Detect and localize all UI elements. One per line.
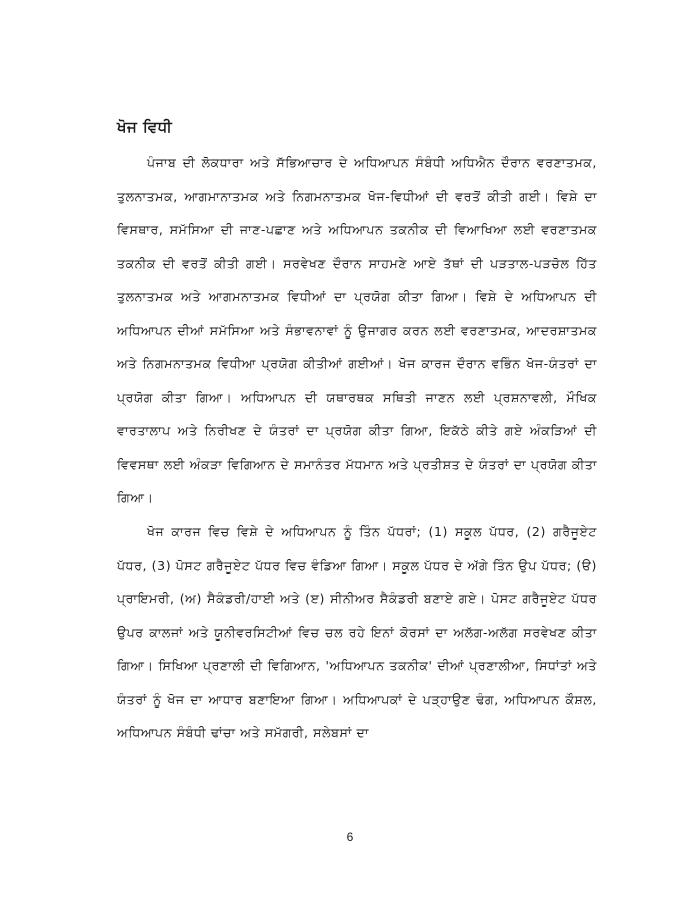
paragraph-research-levels: ਖੋਜ ਕਾਰਜ ਵਿਚ ਵਿਸ਼ੇ ਦੇ ਅਧਿਆਪਨ ਨੂੰ ਤਿੰਨ ਪੱਧਰਾਂ; (1) ਸਕੂਲ ਪੱਧਰ, (2) ਗਰੈਜੂਏਟ ਪੱਧਰ, (3) ਪੋਸਟ ਗਰੈਜੂਏਟ ਪੱਧਰ ਵਿਚ ਵੰਡਿਆ ਗਿਆ। ਸਕੂਲ ਪੱਧਰ ਦੇ ਅੱਗੇ ਤਿੰਨ ਉਪ ਪੱਧਰ; (ੳ) ਪ੍ਰਾਇਮਰੀ, (ਅ) ਸੈਕੰਡਰੀ/ਹਾਈ ਅਤੇ (ੲ) ਸੀਨੀਅਰ ਸੈਕੰਡਰੀ ਬਣਾਏ ਗਏ। ਪੋਸਟ ਗਰੈਜੂਏਟ ਪੱਧਰ ਉਪਰ ਕਾਲਜਾਂ ਅਤੇ ਯੂਨੀਵਰਸਿਟੀਆਂ ਵਿਚ ਚਲ ਰਹੇ ਇਨਾਂ ਕੋਰਸਾਂ ਦਾ ਅਲੱਗ-ਅਲੱਗ ਸਰਵੇਖਣ ਕੀਤਾ ਗਿਆ। ਸਿਖਿਆ ਪ੍ਰਣਾਲੀ ਦੀ ਵਿਗਿਆਨ, 'ਅਧਿਆਪਨ ਤਕਨੀਕ' ਦੀਆਂ ਪ੍ਰਣਾਲੀਆ, ਸਿਧਾਂਤਾਂ ਅਤੇ ਯੰਤਰਾਂ ਨੂੰ ਖੋਜ ਦਾ ਆਧਾਰ ਬਣਾਇਆ ਗਿਆ। ਅਧਿਆਪਕਾਂ ਦੇ ਪੜ੍ਹਾਉਣ ਢੰਗ, ਅਧਿਆਪਨ ਕੌਸ਼ਲ, ਅਧਿਆਪਨ ਸੰਬੰਧੀ ਢਾਂਚਾ ਅਤੇ ਸਮੱਗਰੀ, ਸਲੇਬਸਾਂ ਦਾ (117, 524, 597, 740)
page-number: 6 (346, 830, 354, 844)
section-heading: ਖੋਜ ਵਿਧੀ (117, 118, 173, 136)
paragraph-research-methods: ਪੰਜਾਬ ਦੀ ਲੋਕਧਾਰਾ ਅਤੇ ਸੱਭਿਆਚਾਰ ਦੇ ਅਧਿਆਪਨ ਸੰਬੰਧੀ ਅਧਿਐਨ ਦੌਰਾਨ ਵਰਣਾਤਮਕ, ਤੁਲਨਾਤਮਕ, ਆਗਮਾਨਾਤਮਕ ਅਤੇ ਨਿਗਮਨਾਤਮਕ ਖੋਜ-ਵਿਧੀਆਂ ਦੀ ਵਰਤੋਂ ਕੀਤੀ ਗਈ। ਵਿਸ਼ੇ ਦਾ ਵਿਸਥਾਰ, ਸਮੱਸਿਆ ਦੀ ਜਾਣ-ਪਛਾਣ ਅਤੇ ਅਧਿਆਪਨ ਤਕਨੀਕ ਦੀ ਵਿਆਖਿਆ ਲਈ ਵਰਣਾਤਮਕ ਤਕਨੀਕ ਦੀ ਵਰਤੋਂ ਕੀਤੀ ਗਈ। ਸਰਵੇਖਣ ਦੌਰਾਨ ਸਾਹਮਣੇ ਆਏ ਤੱਥਾਂ ਦੀ ਪੜਤਾਲ-ਪੜਚੋਲ ਹਿੱਤ ਤੁਲਨਾਤਮਕ ਅਤੇ ਆਗਮਨਾਤਮਕ ਵਿਧੀਆਂ ਦਾ ਪ੍ਰਯੋਗ ਕੀਤਾ ਗਿਆ। ਵਿਸ਼ੇ ਦੇ ਅਧਿਆਪਨ ਦੀ ਅਧਿਆਪਨ ਦੀਆਂ ਸਮੱਸਿਆ ਅਤੇ ਸੰਭਾਵਨਾਵਾਂ ਨੂੰ ਉਜਾਗਰ ਕਰਨ ਲਈ ਵਰਣਾਤਮਕ, ਆਦਰਸ਼ਾਤਮਕ ਅਤੇ ਨਿਗਮਨਾਤਮਕ ਵਿਧੀਆ ਪ੍ਰਯੋਗ ਕੀਤੀਆਂ ਗਈਆਂ। ਖੋਜ ਕਾਰਜ ਦੌਰਾਨ ਵਭਿੰਨ ਖੋਜ-ਯੰਤਰਾਂ ਦਾ ਪ੍ਰਯੋਗ ਕੀਤਾ ਗਿਆ। ਅਧਿਆਪਨ ਦੀ ਯਥਾਰਥਕ ਸਥਿਤੀ ਜਾਣਨ ਲਈ ਪ੍ਰਸ਼ਨਾਵਲੀ, ਮੌਖਿਕ ਵਾਰਤਾਲਾਪ ਅਤੇ ਨਿਰੀਖਣ ਦੇ ਯੰਤਰਾਂ ਦਾ ਪ੍ਰਯੋਗ ਕੀਤਾ ਗਿਆ, ਇਕੱਠੇ ਕੀਤੇ ਗਏ ਅੰਕੜਿਆਂ ਦੀ ਵਿਵਸਥਾ ਲਈ ਅੰਕੜਾ ਵਿਗਿਆਨ ਦੇ ਸਮਾਨੰਤਰ ਮੱਧਮਾਨ ਅਤੇ ਪ੍ਰਤੀਸ਼ਤ ਦੇ ਯੰਤਰਾਂ ਦਾ ਪ੍ਰਯੋਗ ਕੀਤਾ ਗਿਆ। (117, 155, 597, 505)
